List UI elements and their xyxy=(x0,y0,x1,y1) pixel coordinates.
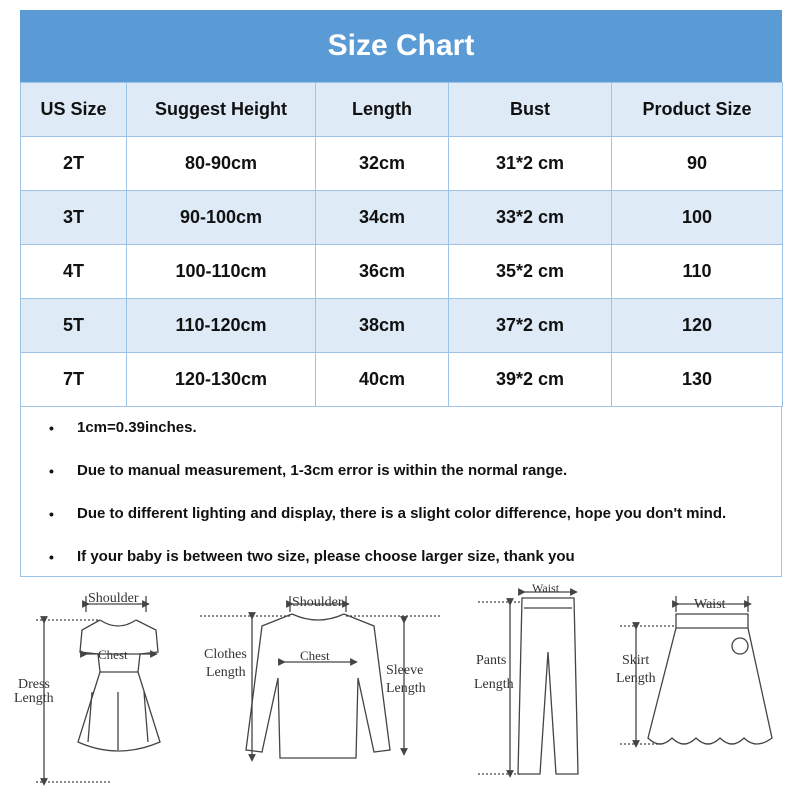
cell-length: 38cm xyxy=(316,299,449,353)
size-table xyxy=(20,82,783,407)
dress-shoulder-label: Shoulder xyxy=(88,591,139,606)
sleeve-length-label-2: Length xyxy=(386,681,426,696)
bullet-icon: • xyxy=(49,463,54,479)
cell-bust: 39*2 cm xyxy=(449,353,612,407)
header-suggest-height: Suggest Height xyxy=(127,83,316,137)
skirt-drawing xyxy=(620,596,772,744)
cell-product-size: 130 xyxy=(612,353,783,407)
table-row xyxy=(21,299,783,353)
cell-length: 36cm xyxy=(316,245,449,299)
note-text: Due to different lighting and display, there is a slight color difference, hope you don't mind. xyxy=(77,505,727,522)
note-item xyxy=(49,458,781,501)
cell-product-size: 100 xyxy=(612,191,783,245)
dress-length-label-1: Dress xyxy=(18,677,50,692)
dress-drawing xyxy=(36,596,160,782)
size-chart xyxy=(20,10,782,577)
note-text: If your baby is between two size, please choose larger size, thank you xyxy=(77,548,575,565)
header-us-size: US Size xyxy=(21,83,127,137)
cell-bust: 33*2 cm xyxy=(449,191,612,245)
header-product-size: Product Size xyxy=(612,83,783,137)
bullet-icon: • xyxy=(49,506,54,522)
note-text: Due to manual measurement, 1-3cm error is within the normal range. xyxy=(77,462,568,479)
note-text: 1cm=0.39inches. xyxy=(77,419,197,436)
table-row xyxy=(21,137,783,191)
cell-product-size: 120 xyxy=(612,299,783,353)
shirt-chest-label: Chest xyxy=(300,648,330,663)
cell-bust: 35*2 cm xyxy=(449,245,612,299)
cell-height: 90-100cm xyxy=(127,191,316,245)
notes-section xyxy=(20,407,782,577)
dress-length-label-2: Length xyxy=(14,691,54,706)
measurement-illustrations xyxy=(0,582,800,800)
pants-waist-label: Waist xyxy=(532,582,560,595)
note-item xyxy=(49,501,781,544)
pants-length-label-1: Pants xyxy=(476,653,507,668)
clothes-length-label-2: Length xyxy=(206,665,246,680)
header-bust: Bust xyxy=(449,83,612,137)
pants-length-label-2: Length xyxy=(474,677,514,692)
header-length: Length xyxy=(316,83,449,137)
bullet-icon: • xyxy=(49,549,54,565)
skirt-length-label-1: Skirt xyxy=(622,653,650,668)
table-row xyxy=(21,353,783,407)
table-row xyxy=(21,191,783,245)
cell-height: 80-90cm xyxy=(127,137,316,191)
table-row xyxy=(21,245,783,299)
note-item xyxy=(49,415,781,458)
cell-product-size: 90 xyxy=(612,137,783,191)
note-item xyxy=(49,544,781,587)
cell-us-size: 2T xyxy=(21,137,127,191)
cell-height: 100-110cm xyxy=(127,245,316,299)
cell-length: 32cm xyxy=(316,137,449,191)
cell-length: 34cm xyxy=(316,191,449,245)
header-row xyxy=(21,83,783,137)
cell-us-size: 7T xyxy=(21,353,127,407)
cell-length: 40cm xyxy=(316,353,449,407)
cell-height: 110-120cm xyxy=(127,299,316,353)
cell-bust: 37*2 cm xyxy=(449,299,612,353)
cell-us-size: 5T xyxy=(21,299,127,353)
cell-bust: 31*2 cm xyxy=(449,137,612,191)
shirt-shoulder-label: Shoulder xyxy=(292,595,343,610)
dress-chest-label: Chest xyxy=(98,647,128,662)
chart-title: Size Chart xyxy=(20,10,782,82)
cell-us-size: 3T xyxy=(21,191,127,245)
skirt-length-label-2: Length xyxy=(616,671,656,686)
sleeve-length-label-1: Sleeve xyxy=(386,663,424,678)
notes-list xyxy=(21,415,781,587)
cell-product-size: 110 xyxy=(612,245,783,299)
skirt-waist-label: Waist xyxy=(694,597,726,612)
cell-us-size: 4T xyxy=(21,245,127,299)
bullet-icon: • xyxy=(49,420,54,436)
clothes-length-label-1: Clothes xyxy=(204,647,247,662)
cell-height: 120-130cm xyxy=(127,353,316,407)
